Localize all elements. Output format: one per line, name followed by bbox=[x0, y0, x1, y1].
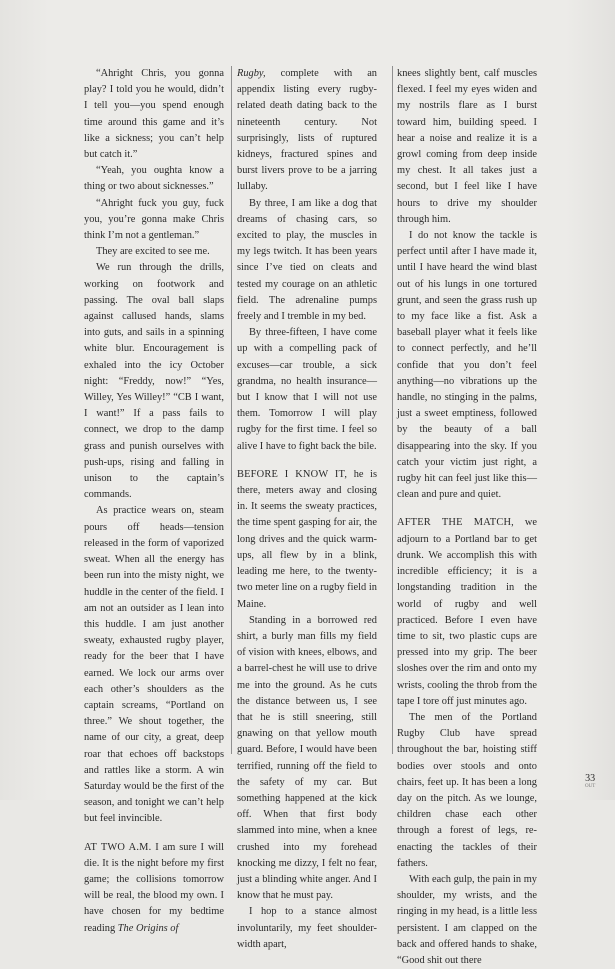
paragraph: By three-fifteen, I have come up with a compelling pack of excuses—car trouble, a sick grandma, no health insurance—but I know that I will not use them. Tomorrow I will play rugby for the first time. I feel so alive I have to fight back the bile. bbox=[237, 327, 377, 452]
section-lead-in: BEFORE I KNOW IT, bbox=[237, 468, 348, 480]
paragraph: Standing in a borrowed red shirt, a burly man fills my field of vision with knees, elbows, and a barrel-chest he will use to drive me into the ground. As he cuts the distance between us, I see that he is still sneering, still gnawing on that yellow mouth guard. Before, I would have been terrified, running off the field to the safety of my car. But something happened at the kick off. When that first body slammed into mine, when a knee crushed into my forehead knocking me dizzy, I felt no fear, just a blinding white anger. And I know that he must pay. bbox=[237, 614, 377, 902]
paragraph: As practice wears on, steam pours off heads—tension released in the form of vaporized sweat. When all the energy has been run into the misty night, we huddle in the center of the field. I am not an outsider as I lean into this huddle. I am just another sweaty, exhausted rugby player, ready for the beer that I have earned. We lock our arms over each other’s shoulders as the captain screams, “Portland on three.” We shout together, the name of our city, a great, deep roar that echoes off backstops and rattles like a storm. A win Saturday would be the first of the season, and tonight we can’t help but feel invincible. bbox=[84, 505, 224, 825]
paragraph: knees slightly bent, calf muscles flexed. I feel my eyes widen and my nostrils flare as I burst toward him, building speed. I hear a noise and realize it is a growl coming from deep inside my chest. It all takes just a second, but I feel like I have hours to drive my shoulder through him. bbox=[397, 68, 537, 225]
page-number bbox=[585, 774, 595, 790]
section-paragraph bbox=[397, 515, 537, 709]
paragraph-text: we adjourn to a Portland bar to get drunk. We accomplish this with incredible efficiency; it is a longstanding tradition in the world of rugby and well practiced. Before I even have time to sit, two plastic cups are pressed into my grip. The beer sloshes over the rim and onto my wrists, cooling the throb from the tape I tore off just minutes ago. bbox=[397, 517, 537, 707]
section-paragraph bbox=[84, 840, 224, 937]
paragraph: I hop to a stance almost involuntarily, my feet shoulder-width apart, bbox=[237, 906, 377, 950]
column-2 bbox=[237, 66, 377, 950]
book-title: Rugby, bbox=[237, 68, 266, 79]
paragraph: The men of the Portland Rugby Club have spread throughout the bar, hoisting stiff bodies over stools and onto chairs, feet up. It has been a long day on the pitch. As we lounge, children chase each other through a forest of legs, re-enacting the tackles of their fathers. bbox=[397, 711, 537, 869]
page-number-footer: OUT bbox=[585, 784, 596, 789]
article-body bbox=[84, 66, 554, 966]
paragraph: “Ahright fuck you guy, fuck you, you’re gonna make Chris think I’m not a gentleman.” bbox=[84, 197, 224, 242]
page-number-value: 33 bbox=[585, 773, 596, 784]
section-lead-in: AT TWO A.M. bbox=[84, 841, 152, 853]
paragraph: “Yeah, you oughta know a thing or two about sicknesses.” bbox=[84, 165, 224, 193]
paragraph-text: I am sure I will die. It is the night before my first game; the collisions tomorrow will be real, the blood my own. I have chosen for my bedtime reading bbox=[84, 841, 225, 934]
paragraph: I do not know the tackle is perfect until after I have made it, until I have heard the wind blast out of his lungs in one tortured grunt, and seen the grass rush up to my face like a fist. Ask a baseball player what it feels like to connect perfectly, and he’ll confide that you don’t feel anything—no vibrations up the handle, no stinging in the palms, just a sweet emptiness, followed by the beauty of a ball disappearing into the sky. If you catch your victim just right, a rugby hit can feel just like this—clean and pure and quiet. bbox=[397, 230, 537, 501]
book-title: The Origins of bbox=[117, 922, 179, 934]
paragraph-text: he is there, meters away and closing in. It seems the sweaty practices, the time spent gasping for air, the long drives and the quick warm-ups, all flew by in a blink, leading me here, to the twenty-two meter line on a rugby field in Maine. bbox=[237, 468, 377, 610]
column-3 bbox=[397, 66, 537, 966]
paragraph: They are excited to see me. bbox=[96, 246, 210, 258]
section-lead-in: AFTER THE MATCH, bbox=[397, 517, 514, 529]
paragraph: By three, I am like a dog that dreams of chasing cars, so excited to play, the muscles in my legs twitch. It has been years since I’ve tied on cleats and tested my courage on an athletic field. The adrenaline pumps freely and I tremble in my bed. bbox=[237, 197, 377, 323]
section-paragraph bbox=[237, 467, 377, 613]
paragraph: With each gulp, the pain in my shoulder, my wrists, and the ringing in my head, is a little less persistent. I am clapped on the back and offered hands to shake, “Good shit out there bbox=[397, 873, 537, 966]
paragraph-text: complete with an appendix listing every rugby-related death dating back to the nineteenth century. Not surprisingly, lists of ruptured kidneys, fractured spines and burst livers prove to be a jarring lullaby. bbox=[237, 68, 377, 193]
paragraph: “Ahright Chris, you gonna play? I told you he would, didn’t I tell you—you spend enough time around this game and it’s like a sickness; you can’t help but catch it.” bbox=[84, 68, 224, 161]
paragraph: We run through the drills, working on footwork and passing. The oval ball slaps against callused hands, slams into guts, and sails in a spinning white blur. Encouragement is exhaled into the icy October night: “Freddy, now!” “Yes, Willey, Yes Willey!” “CB I want, I want!” If a pass fails to connect, we drop to the damp grass and punish ourselves with push-ups, rising and falling in unison to the captain’s commands. bbox=[84, 262, 224, 501]
paragraph bbox=[237, 66, 377, 196]
column-1 bbox=[84, 66, 225, 934]
